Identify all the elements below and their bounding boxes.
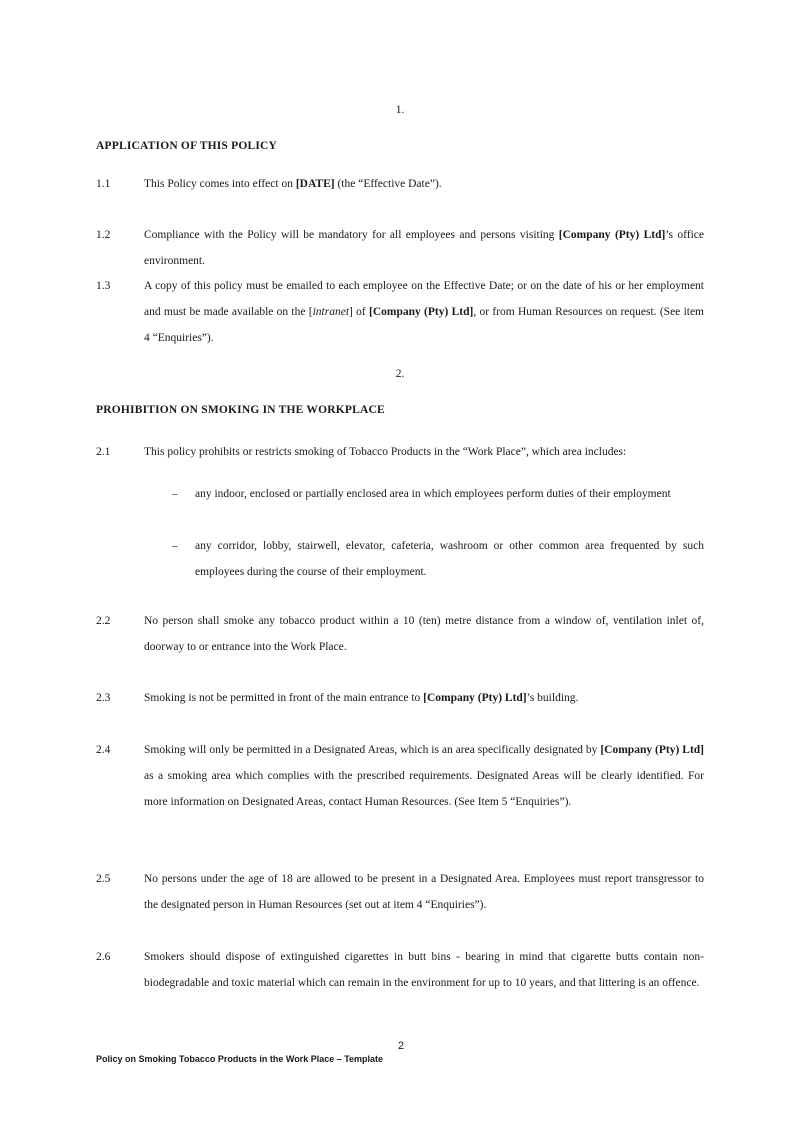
clause-2-6 (96, 944, 704, 996)
clause-1-3 (96, 273, 704, 351)
clause-number: 2.4 (96, 744, 111, 756)
clause-number: 2.3 (96, 692, 111, 704)
clause-2-3 (96, 685, 704, 711)
clause-number: 2.6 (96, 951, 111, 963)
clause-number: 2.1 (96, 446, 111, 458)
footer-title: Policy on Smoking Tobacco Products in the Work Place – Template (96, 1054, 384, 1064)
bullet-text: any corridor, lobby, stairwell, elevator, cafeteria, washroom or other common area frequented by such employees during the course of their employment. (195, 540, 704, 578)
bullet-item (172, 481, 704, 507)
section-number-1: 1. (395, 104, 405, 116)
clause-text: Smokers should dispose of extinguished cigarettes in butt bins - bearing in mind that cigarette butts contain non-biodegradable and toxic material which can remain in the environment for up to 10 years, and that littering is an offence. (144, 951, 704, 989)
page-number: 2 (397, 1040, 405, 1052)
clause-2-1 (96, 439, 704, 465)
clause-2-5 (96, 866, 704, 918)
clause-number: 2.5 (96, 873, 111, 885)
clause-text: Smoking is not be permitted in front of the main entrance to [Company (Pty) Ltd]’s building. (144, 692, 579, 704)
bullet-text: any indoor, enclosed or partially enclosed area in which employees perform duties of their employment (195, 488, 671, 500)
clause-number: 2.2 (96, 615, 111, 627)
clause-text: This policy prohibits or restricts smoking of Tobacco Products in the “Work Place”, which area includes: (144, 446, 627, 458)
dash-bullet-icon: – (172, 540, 178, 552)
section-number-2: 2. (395, 368, 405, 380)
clause-number: 1.2 (96, 229, 111, 241)
section-heading-1: APPLICATION OF THIS POLICY (96, 140, 278, 152)
clause-1-2 (96, 222, 704, 274)
clause-text: A copy of this policy must be emailed to each employee on the Effective Date; or on the date of his or her employment and must be made available on the [intranet] of [Company (Pty) Ltd], or from Human Resources on request. (See item 4 “Enquiries”). (144, 280, 705, 344)
clause-text: No person shall smoke any tobacco product within a 10 (ten) metre distance from a window of, ventilation inlet of, doorway to or entrance into the Work Place. (144, 615, 704, 653)
clause-1-1 (96, 171, 704, 197)
clause-text: Smoking will only be permitted in a Designated Areas, which is an area specifically designated by [Company (Pty) Ltd] as a smoking area which complies with the prescribed requirements. Designated Areas will be clearly identified. For more information on Designated Areas, contact Human Resources. (See Item 5 “Enquiries”). (144, 744, 704, 808)
clause-text: Compliance with the Policy will be mandatory for all employees and persons visiting [Company (Pty) Ltd]’s office environment. (144, 229, 704, 267)
clause-number: 1.3 (96, 280, 111, 292)
clause-2-4 (96, 737, 704, 815)
clause-text: This Policy comes into effect on [DATE] (the “Effective Date”). (144, 178, 442, 190)
bullet-item (172, 533, 704, 585)
section-heading-2: PROHIBITION ON SMOKING IN THE WORKPLACE (96, 404, 385, 416)
clause-2-2 (96, 608, 704, 660)
dash-bullet-icon: – (172, 488, 178, 500)
clause-number: 1.1 (96, 178, 111, 190)
clause-text: No persons under the age of 18 are allowed to be present in a Designated Area. Employees must report transgressor to the designated person in Human Resources (set out at item 4 “Enquiries”). (144, 873, 704, 911)
